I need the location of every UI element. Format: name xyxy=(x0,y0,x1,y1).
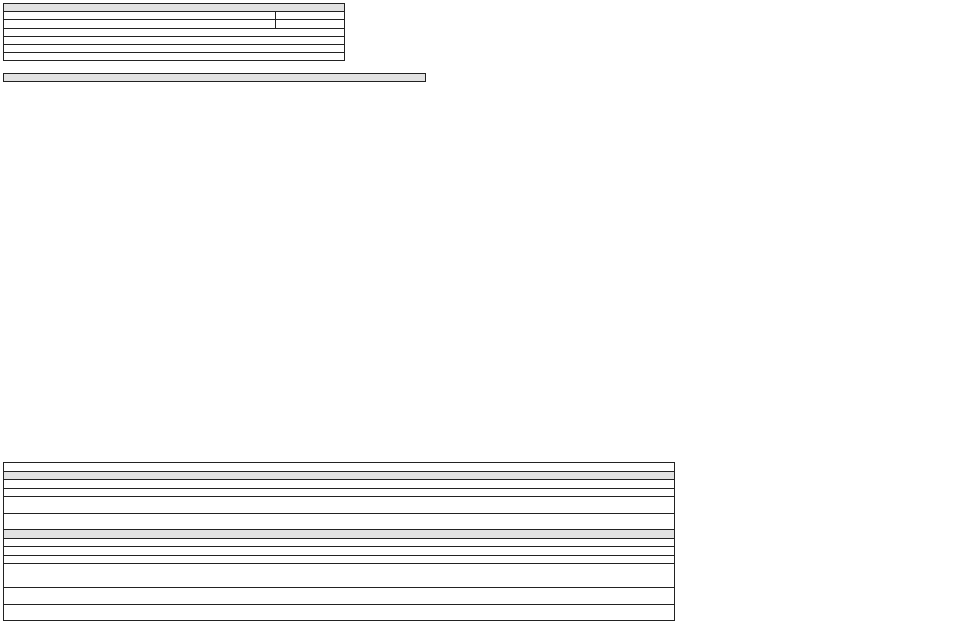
guide-section-a xyxy=(4,471,675,480)
info-value[interactable] xyxy=(276,12,345,20)
info-table xyxy=(3,3,345,61)
guide-text xyxy=(4,604,675,621)
plant-table xyxy=(3,73,426,104)
guide-text xyxy=(4,480,675,489)
info-label xyxy=(4,44,345,52)
info-label xyxy=(4,36,345,44)
plant-title xyxy=(4,74,426,82)
guide-text xyxy=(4,513,675,530)
guide-text xyxy=(4,555,675,564)
info-label xyxy=(4,20,276,28)
guide-section-b xyxy=(4,530,675,539)
info-label xyxy=(4,53,345,61)
guide-text xyxy=(4,497,675,514)
info-value[interactable] xyxy=(276,20,345,28)
info-label xyxy=(4,28,345,36)
guide-text xyxy=(4,547,675,556)
guide-text xyxy=(4,488,675,497)
guide-text xyxy=(4,538,675,547)
guide-title xyxy=(4,463,675,472)
info-title xyxy=(4,4,345,12)
guide-text xyxy=(4,588,675,605)
guide-table xyxy=(3,462,675,621)
info-label xyxy=(4,12,276,20)
guide-text xyxy=(4,564,675,588)
